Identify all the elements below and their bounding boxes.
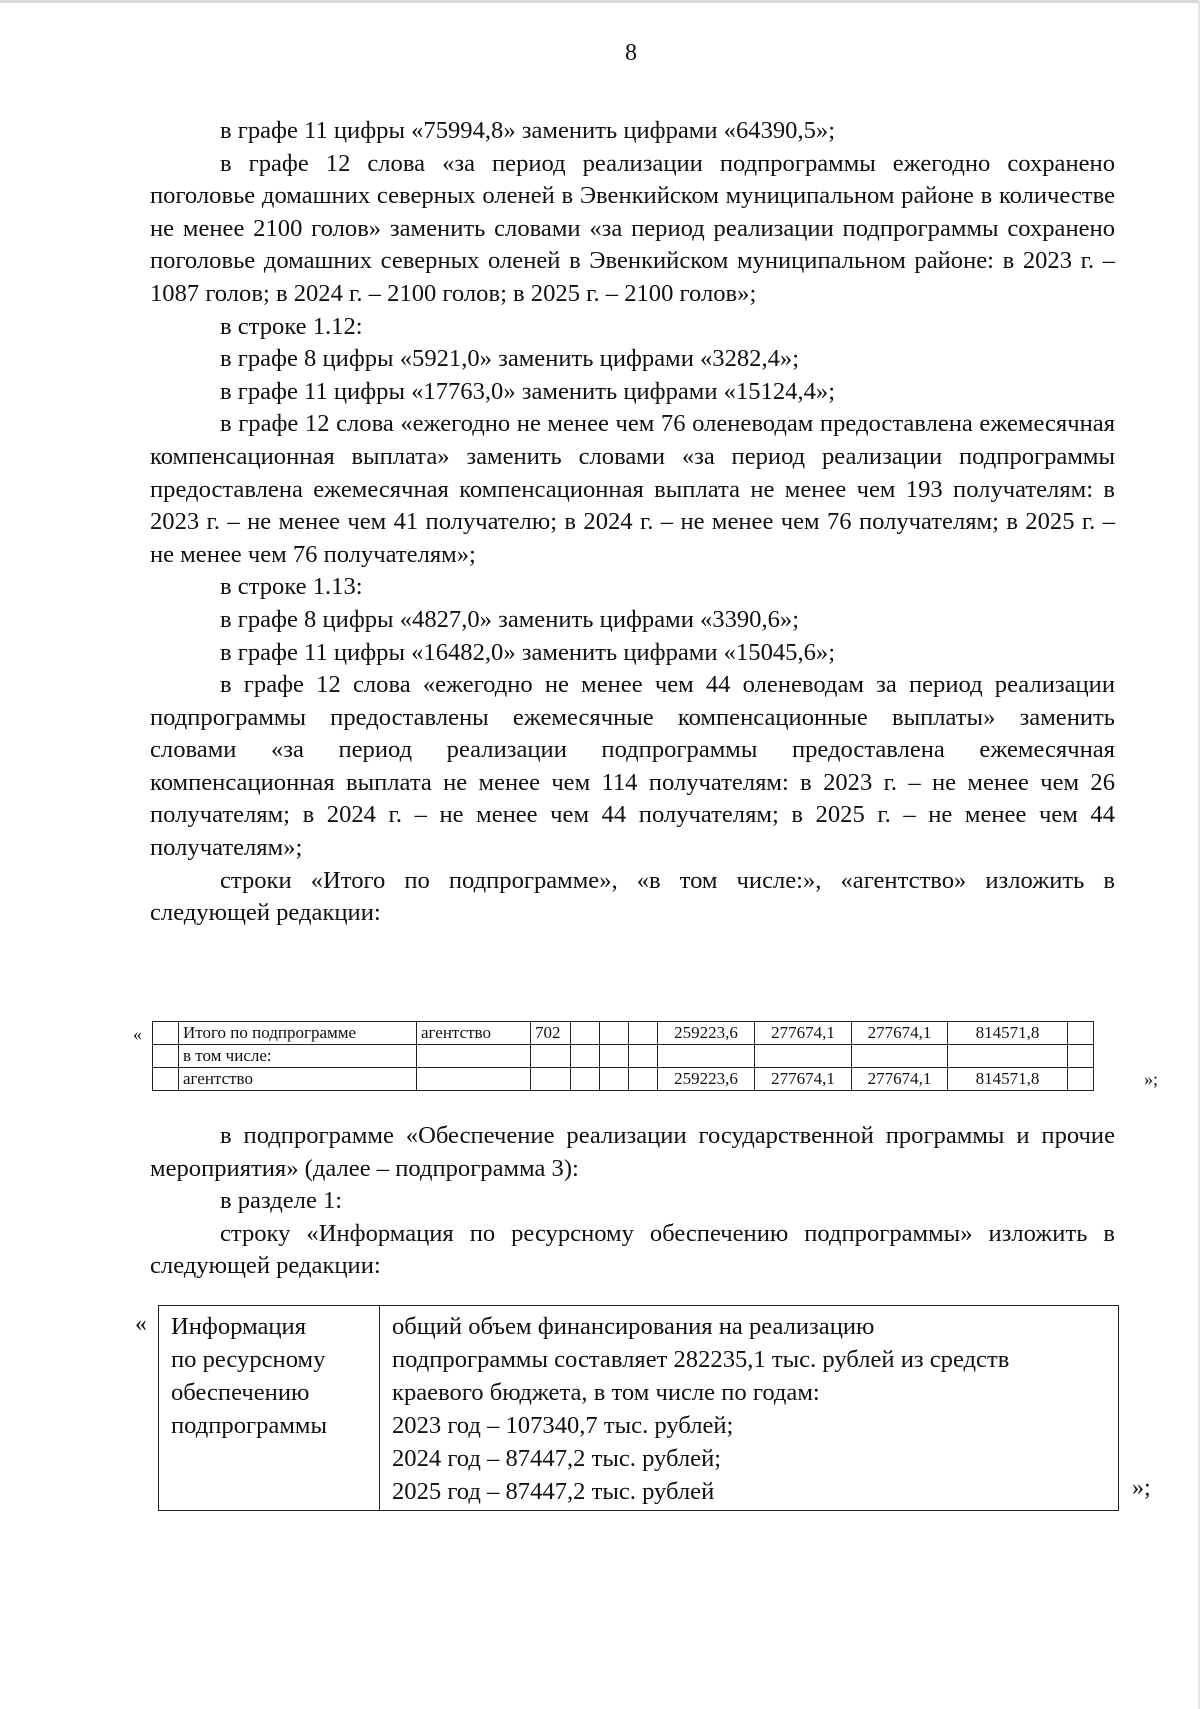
- resource-value-cell: [380, 1306, 1119, 1511]
- value-line: 2024 год – 87447,2 тыс. рублей;: [392, 1445, 722, 1472]
- table-cell: [658, 1045, 755, 1068]
- paragraph: в строке 1.12:: [220, 312, 363, 340]
- table-row: [153, 1068, 1094, 1091]
- table-cell: 259223,6: [658, 1068, 755, 1091]
- label-line: обеспечению: [171, 1379, 310, 1406]
- table-cell: [571, 1045, 600, 1068]
- paragraph: строки «Итого по подпрограмме», «в том числе:», «агентство» изложить в следующей редакции:: [150, 866, 1115, 927]
- table-cell: 277674,1: [755, 1068, 852, 1091]
- table-cell: [417, 1068, 531, 1091]
- table-cell: [600, 1068, 629, 1091]
- table-cell: 277674,1: [755, 1022, 852, 1045]
- table-cell: [531, 1068, 571, 1091]
- scan-edge-top: [0, 0, 1200, 3]
- table-cell: [629, 1022, 658, 1045]
- table-cell: 814571,8: [948, 1022, 1068, 1045]
- open-quote: «: [133, 1024, 142, 1044]
- body-text-2: [150, 1120, 1115, 1283]
- paragraph: в подпрограмме «Обеспечение реализации государственной программы и прочие мероприятия» (далее – подпрограмма 3):: [150, 1122, 1115, 1182]
- table-cell: [1068, 1045, 1094, 1068]
- page-number: 8: [625, 40, 637, 66]
- subtotal-table: [152, 1021, 1094, 1091]
- paragraph: в строке 1.13:: [220, 573, 363, 601]
- body-text: [150, 115, 1115, 930]
- table-cell: [531, 1045, 571, 1068]
- paragraph: в разделе 1:: [220, 1187, 343, 1215]
- label-line: по ресурсному: [171, 1346, 326, 1373]
- close-quote: »;: [1132, 1475, 1151, 1501]
- label-line: Информация: [171, 1313, 307, 1340]
- close-quote: »;: [1144, 1069, 1159, 1089]
- table-cell: 702: [531, 1022, 571, 1045]
- open-quote: «: [135, 1311, 147, 1337]
- paragraph: в графе 12 слова «ежегодно не менее чем 76 оленеводам предоставлена ежемесячная компенсационная выплата» заменить словами «за период реализации подпрограммы предоставлена ежемесячная компенсационная выплата не менее чем 193 получателям: в 2023 г. – не менее чем 41 получателю; в 2024 г. – не менее чем 76 получателям; в 2025 г. – не менее чем 76 получателям»;: [150, 410, 1115, 568]
- table-row: [153, 1022, 1094, 1045]
- label-line: подпрограммы: [171, 1412, 327, 1439]
- table-cell: Итого по подпрограмме: [179, 1022, 417, 1045]
- table-cell: [153, 1068, 179, 1091]
- value-line: общий объем финансирования на реализацию: [392, 1313, 875, 1340]
- table-cell: [629, 1045, 658, 1068]
- table-cell: в том числе:: [179, 1045, 417, 1068]
- value-line: 2025 год – 87447,2 тыс. рублей: [392, 1478, 715, 1505]
- table-cell: 277674,1: [852, 1022, 948, 1045]
- paragraph: в графе 11 цифры «17763,0» заменить цифрами «15124,4»;: [220, 377, 836, 405]
- paragraph: в графе 8 цифры «5921,0» заменить цифрами «3282,4»;: [220, 345, 800, 373]
- table-cell: [600, 1022, 629, 1045]
- table-cell: [153, 1022, 179, 1045]
- table-cell: агентство: [179, 1068, 417, 1091]
- table-cell: [571, 1068, 600, 1091]
- value-line: краевого бюджета, в том числе по годам:: [392, 1379, 820, 1406]
- table-cell: [153, 1045, 179, 1068]
- table-cell: [600, 1045, 629, 1068]
- table-cell: [755, 1045, 852, 1068]
- table-cell: [629, 1068, 658, 1091]
- resource-label-cell: [159, 1306, 380, 1511]
- paragraph: строку «Информация по ресурсному обеспечению подпрограммы» изложить в следующей редакции:: [150, 1219, 1115, 1280]
- table-cell: агентство: [417, 1022, 531, 1045]
- paragraph: в графе 12 слова «ежегодно не менее чем 44 оленеводам за период реализации подпрограммы предоставлены ежемесячные компенсационные выплаты» заменить словами «за период реализации подпрограммы предоставлена ежемесячная компенсационная выплата не менее чем 114 получателям: в 2023 г. – не менее чем 26 получателям; в 2024 г. – не менее чем 44 получателям; в 2025 г. – не менее чем 44 получателям»;: [150, 671, 1115, 862]
- paragraph: в графе 11 цифры «16482,0» заменить цифрами «15045,6»;: [220, 638, 836, 666]
- table-cell: [1068, 1068, 1094, 1091]
- paragraph: в графе 11 цифры «75994,8» заменить цифрами «64390,5»;: [220, 117, 836, 144]
- table-cell: [571, 1022, 600, 1045]
- value-line: 2023 год – 107340,7 тыс. рублей;: [392, 1412, 734, 1439]
- table-row: [153, 1045, 1094, 1068]
- table-row: [159, 1306, 1119, 1511]
- table-cell: [852, 1045, 948, 1068]
- paragraph: в графе 12 слова «за период реализации подпрограммы ежегодно сохранено поголовье домашних северных оленей в Эвенкийском муниципальном районе в количестве не менее 2100 голов» заменить словами «за период реализации подпрограммы сохранено поголовье домашних северных оленей в Эвенкийском муниципальном районе: в 2023 г. – 1087 голов; в 2024 г. – 2100 голов; в 2025 г. – 2100 голов»;: [150, 149, 1115, 307]
- paragraph: в графе 8 цифры «4827,0» заменить цифрами «3390,6»;: [220, 605, 800, 633]
- table-cell: [417, 1045, 531, 1068]
- subtotal-table-block: [130, 1021, 1160, 1093]
- table-cell: [1068, 1022, 1094, 1045]
- resource-table-block: [130, 1305, 1160, 1505]
- resource-table: [158, 1305, 1119, 1511]
- table-cell: 814571,8: [948, 1068, 1068, 1091]
- table-cell: 259223,6: [658, 1022, 755, 1045]
- table-cell: 277674,1: [852, 1068, 948, 1091]
- table-cell: [948, 1045, 1068, 1068]
- value-line: подпрограммы составляет 282235,1 тыс. рублей из средств: [392, 1346, 1010, 1373]
